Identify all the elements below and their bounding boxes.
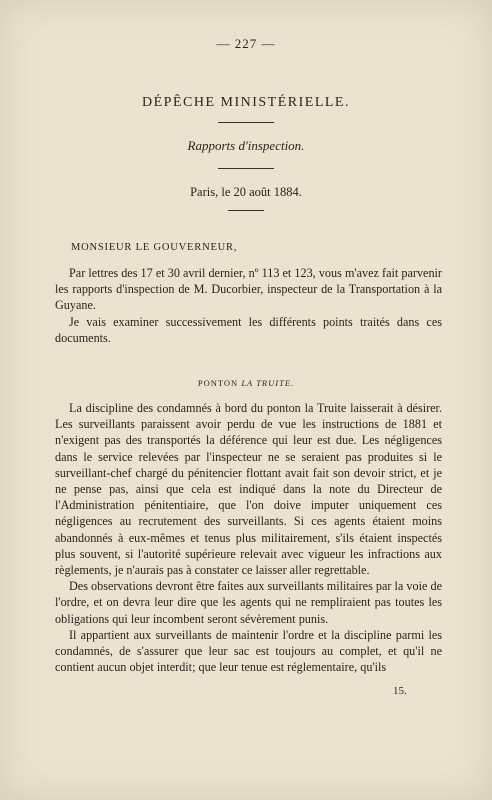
section-heading-prefix: PONTON — [197, 378, 239, 388]
body-paragraph: Des observations devront être faites aux surveillants militaires par la voie de l'ordre, et on devra leur dire que les agents qui ne rempliraient pas toutes les obligations qui leur incombent seront sévèrement punis. — [55, 579, 442, 626]
signature-mark: 15. — [393, 685, 407, 697]
title-rule — [218, 122, 274, 123]
dateline-rule — [228, 210, 264, 211]
section-heading-suffix: . — [291, 378, 295, 388]
intro-text — [55, 265, 442, 346]
main-text — [55, 400, 442, 675]
subtitle-rule — [218, 168, 274, 169]
body-paragraph: Il appartient aux surveillants de maintenir l'ordre et la discipline parmi les condamnés, de s'assurer que leur sac est toujours au complet, et qu'il ne contient aucun objet interdit; que leur tenue est réglementaire, qu'ils — [55, 627, 442, 675]
document-title: DÉPÊCHE MINISTÉRIELLE. — [142, 95, 350, 110]
section-heading-name: LA TRUITE — [241, 378, 292, 388]
intro-paragraph: Par lettres des 17 et 30 avril dernier, nº 113 et 123, vous m'avez fait parvenir les rapports d'inspection de M. Ducorbier, inspecteur de la Transportation à la Guyane. — [55, 266, 442, 313]
intro-paragraph: Je vais examiner successivement les différents points traités dans ces documents. — [55, 314, 442, 345]
page-number: — 227 — — [216, 36, 276, 51]
dateline: Paris, le 20 août 1884. — [190, 185, 302, 199]
document-subtitle: Rapports d'inspection. — [187, 138, 305, 153]
section-heading — [0, 378, 492, 388]
salutation: MONSIEUR LE GOUVERNEUR, — [71, 242, 238, 253]
body-paragraph: La discipline des condamnés à bord du ponton la Truite laisserait à désirer. Les surveillants paraissent avoir perdu de vue les instructions de 1881 et n'exigent pas des transportés la déférence qui leur est due. Les négligences dans le service relevées par l'inspecteur ne se seraient pas produites si le surveillant-chef chargé du pénitencier flottant avait fait son devoir strict, et je ne pense pas, ainsi que cela est indiqué dans la note du Directeur de l'Administration pénitentiaire, que l'on doive imputer uniquement ces négligences au recrutement des surveillants. Si ces agents étaient moins abandonnés à eux-mêmes et tenus plus militairement, s'ils étaient inspectés plus souvent, si l'autorité supérieure relevait avec vigueur les infractions aux règlements, je n'aurais pas à constater ce laisser aller regrettable. — [55, 401, 442, 578]
